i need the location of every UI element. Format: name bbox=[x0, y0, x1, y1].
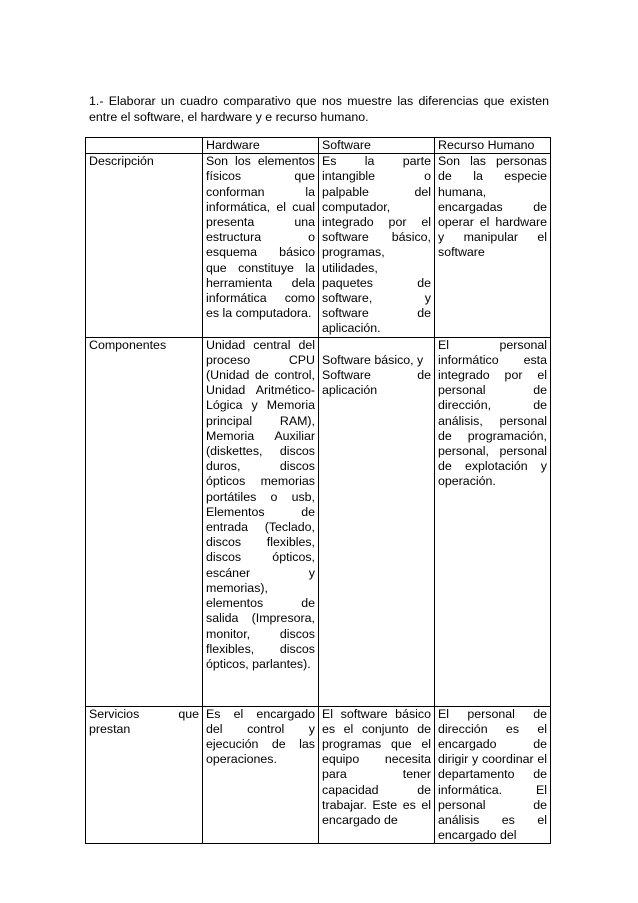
row-label-servicios: Servicios que prestan bbox=[86, 706, 203, 844]
cell-componentes-software bbox=[319, 337, 435, 706]
cell-descripcion-hardware: Son los elementos físicos que conforman la informática, el cual presenta una estructura o esquema básico que constituye la herramienta dela informática como es la computadora. bbox=[203, 154, 319, 337]
comparison-table bbox=[85, 137, 551, 844]
table-row bbox=[86, 154, 551, 337]
header-cell-software: Software bbox=[319, 138, 435, 154]
row-label-descripcion: Descripción bbox=[86, 154, 203, 337]
cell-servicios-software: El software básico es el conjunto de programas que el equipo necesita para tener capacidad de trabajar. Este es el encargado de bbox=[319, 706, 435, 844]
table-row bbox=[86, 337, 551, 706]
software-aplicacion-line: Software de aplicación bbox=[322, 367, 431, 398]
cell-componentes-recurso-humano: El personal informático esta integrado por el personal de dirección, de análisis, personal de programación, personal, personal de explotación y operación. bbox=[435, 337, 551, 706]
cell-servicios-hardware: Es el encargado del control y ejecución de las operaciones. bbox=[203, 706, 319, 844]
cell-descripcion-software: Es la parte intangible o palpable del computador, integrado por el software básico, programas, utilidades, paquetes de software, y software de aplicación. bbox=[319, 154, 435, 337]
table-header-row bbox=[86, 138, 551, 154]
header-cell-recurso-humano: Recurso Humano bbox=[435, 138, 551, 154]
row-label-componentes: Componentes bbox=[86, 337, 203, 706]
header-cell-empty bbox=[86, 138, 203, 154]
cell-componentes-hardware: Unidad central del proceso CPU (Unidad de control, Unidad Aritmético-Lógica y Memoria principal RAM), Memoria Auxiliar (diskettes, discos duros, discos ópticos memorias portátiles o usb, Elementos de entrada (Teclado, discos flexibles, discos ópticos, escáner y memorias), elementos de salida (Impresora, monitor, discos flexibles, discos ópticos, parlantes). bbox=[203, 337, 319, 706]
header-cell-hardware: Hardware bbox=[203, 138, 319, 154]
cell-descripcion-recurso-humano: Son las personas de la especie humana, encargadas de operar el hardware y manipular el software bbox=[435, 154, 551, 337]
table-row bbox=[86, 706, 551, 844]
intro-paragraph: 1.- Elaborar un cuadro comparativo que nos muestre las diferencias que existen entre el software, el hardware y e recurso humano. bbox=[89, 94, 549, 124]
cell-servicios-recurso-humano: El personal de dirección es el encargado de dirigir y coordinar el departamento de informática. El personal de análisis es el encargado del bbox=[435, 706, 551, 844]
software-basico-line: Software básico, y bbox=[322, 352, 424, 367]
